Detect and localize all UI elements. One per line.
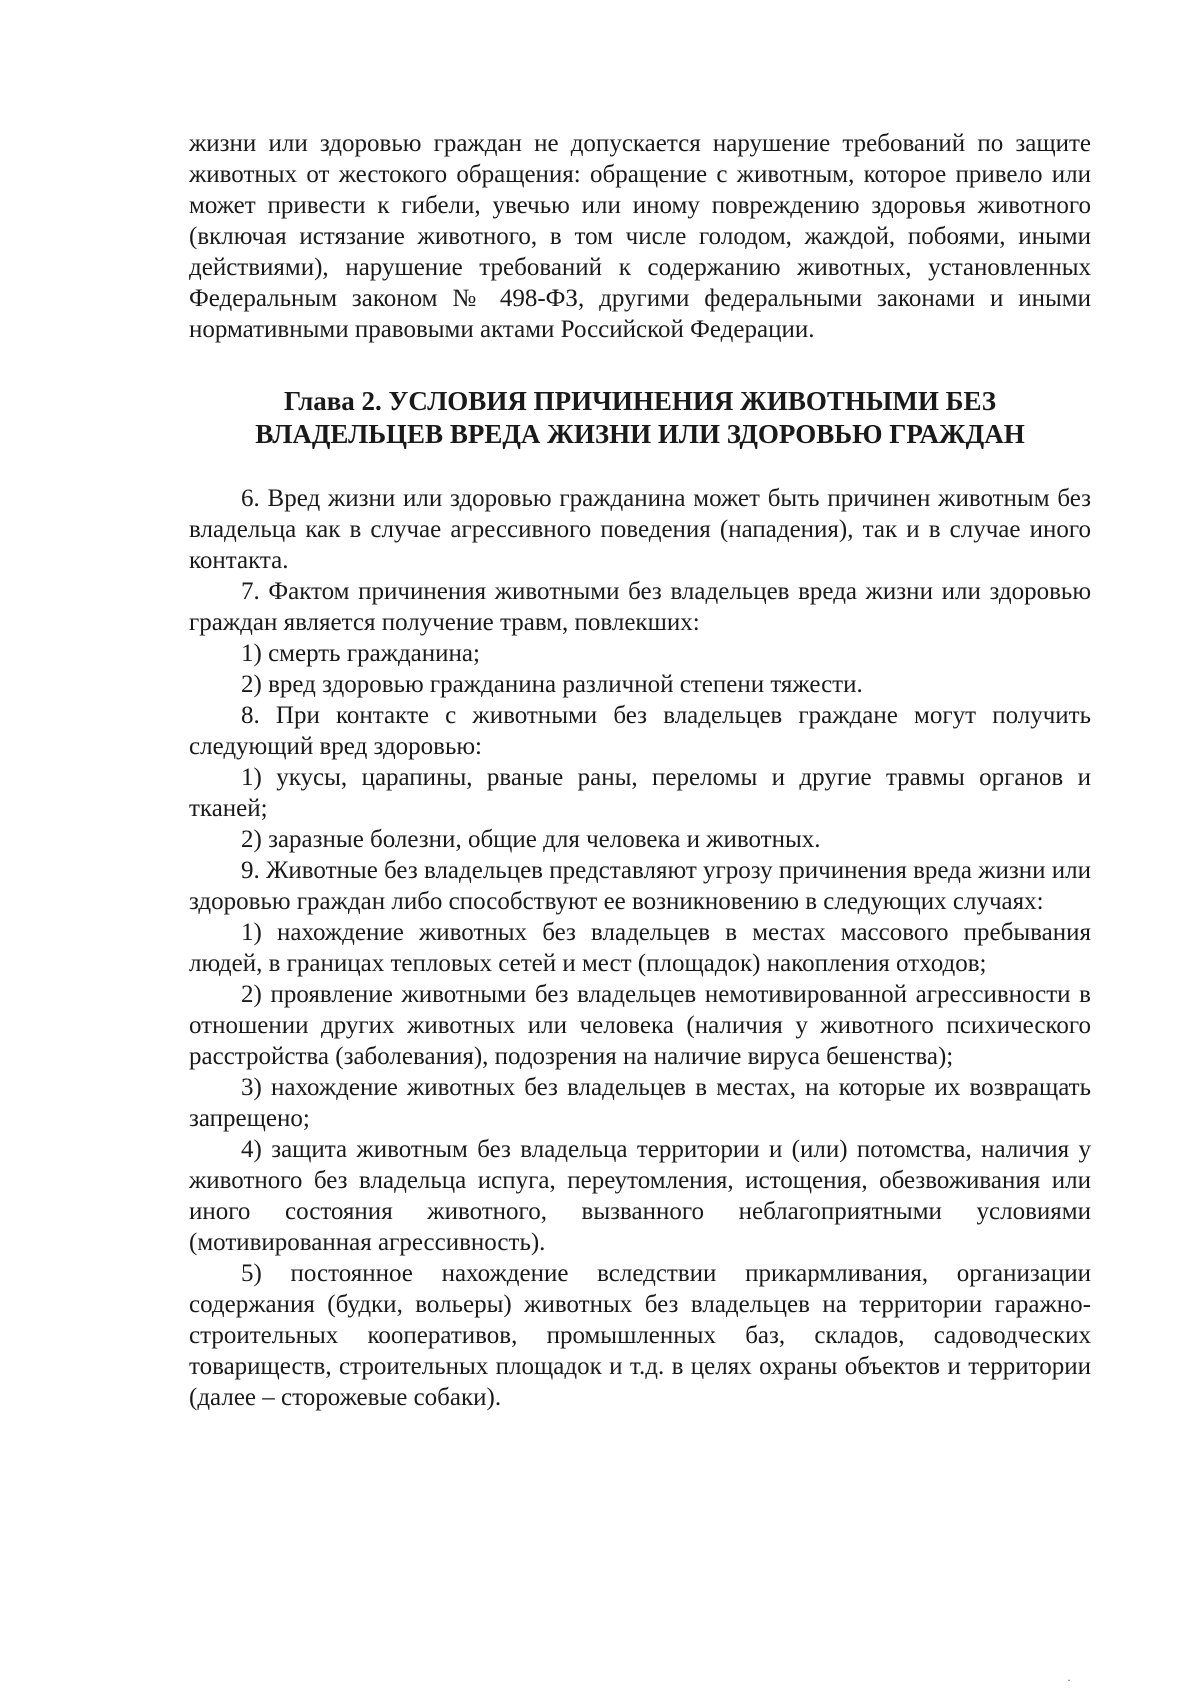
paragraph-8: 8. При контакте с животными без владельцев граждане могут получить следующий вред здоровью: — [189, 702, 1091, 760]
paragraph-6: 6. Вред жизни или здоровью гражданина может быть причинен животным без владельца как в случае агрессивного поведения (нападения), так и в случае иного контакта. — [189, 485, 1091, 574]
paragraph-9-item-4: 4) защита животным без владельца территории и (или) потомства, наличия у животного без владельца испуга, переутомления, истощения, обезвоживания или иного состояния животного, вызванного неблагоприятными условиями (мотивированная агрессивность). — [189, 1136, 1091, 1256]
chapter-heading-line-2: ВЛАДЕЛЬЦЕВ ВРЕДА ЖИЗНИ ИЛИ ЗДОРОВЬЮ ГРАЖДАН — [255, 419, 1025, 449]
paragraph-8-item-2: 2) заразные болезни, общие для человека и животных. — [241, 826, 821, 853]
scan-speck: · — [1067, 1673, 1071, 1687]
paragraph-7-item-2: 2) вред здоровью гражданина различной степени тяжести. — [241, 671, 863, 698]
chapter-heading-line-1: Глава 2. УСЛОВИЯ ПРИЧИНЕНИЯ ЖИВОТНЫМИ БЕЗ — [283, 386, 997, 416]
document-page — [189, 128, 1091, 1413]
paragraph-9-item-3: 3) нахождение животных без владельцев в местах, на которые их возвращать запрещено; — [189, 1074, 1091, 1132]
paragraph-9-item-5: 5) постоянное нахождение вследствии прикармливания, организации содержания (будки, вольеры) животных без владельцев на территории гаражно-строительных кооперативов, промышленных баз, складов, садоводческих товариществ, строительных площадок и т.д. в целях охраны объектов и территории (далее – сторожевые собаки). — [189, 1260, 1091, 1411]
intro-paragraph: жизни или здоровью граждан не допускается нарушение требований по защите животных от жестокого обращения: обращение с животным, которое привело или может привести к гибели, увечью или иному повреждению здоровья животного (включая истязание животного, в том числе голодом, жаждой, побоями, иными действиями), нарушение требований к содержанию животных, установленных Федеральным законом № 498-ФЗ, другими федеральными законами и иными нормативными правовыми актами Российской Федерации. — [189, 130, 1091, 343]
paragraph-7: 7. Фактом причинения животными без владельцев вреда жизни или здоровью граждан является получение травм, повлекших: — [189, 578, 1091, 636]
paragraph-8-item-1: 1) укусы, царапины, рваные раны, переломы и другие травмы органов и тканей; — [189, 764, 1091, 822]
paragraph-7-item-1: 1) смерть гражданина; — [241, 640, 480, 667]
paragraph-9-item-2: 2) проявление животными без владельцев немотивированной агрессивности в отношении других животных или человека (наличия у животного психического расстройства (заболевания), подозрения на наличие вируса бешенства); — [189, 981, 1091, 1070]
chapter-heading — [189, 385, 1091, 451]
paragraph-9-item-1: 1) нахождение животных без владельцев в местах массового пребывания людей, в границах тепловых сетей и мест (площадок) накопления отходов; — [189, 919, 1091, 977]
paragraph-9: 9. Животные без владельцев представляют угрозу причинения вреда жизни или здоровью граждан либо способствуют ее возникновению в следующих случаях: — [189, 857, 1091, 915]
